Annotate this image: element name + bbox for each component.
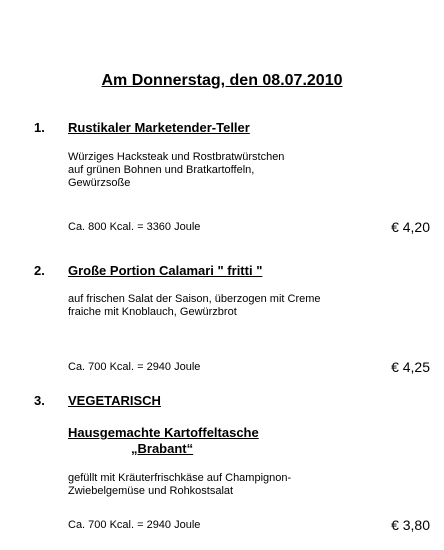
item-2-description-line: auf frischen Salat der Saison, überzogen mit Creme [68,293,321,305]
item-2-kcal: Ca. 700 Kcal. = 2940 Joule [68,361,201,373]
item-2-number: 2. [34,263,45,278]
item-3-name-continued: „Brabant“ [131,441,194,456]
item-3-number: 3. [34,393,45,408]
item-2-name: Große Portion Calamari " fritti " [68,263,263,278]
item-1-description-line: Würziges Hacksteak und Rostbratwürstchen [68,151,285,163]
item-3-price: € 3,80 [391,517,430,533]
item-1-description-line: Gewürzsoße [68,177,131,189]
item-2-description [68,293,321,319]
item-3-kcal: Ca. 700 Kcal. = 2940 Joule [68,519,201,531]
item-3-name: Hausgemachte Kartoffeltasche [68,425,259,440]
item-2-price: € 4,25 [391,359,430,375]
item-1-description-line: auf grünen Bohnen und Bratkartoffeln, [68,164,255,176]
item-3-category: VEGETARISCH [68,393,161,408]
item-1-price: € 4,20 [391,219,430,235]
item-3-description [68,472,291,498]
item-1-name: Rustikaler Marketender-Teller [68,120,250,135]
menu-title: Am Donnerstag, den 08.07.2010 [101,72,343,89]
item-2-description-line: fraiche mit Knoblauch, Gewürzbrot [68,306,237,318]
item-1-kcal: Ca. 800 Kcal. = 3360 Joule [68,221,201,233]
item-3-description-line: Zwiebelgemüse und Rohkostsalat [68,485,234,497]
item-1-number: 1. [34,120,45,135]
item-3-description-line: gefüllt mit Kräuterfrischkäse auf Champignon- [68,472,292,484]
item-1-description [68,151,284,190]
